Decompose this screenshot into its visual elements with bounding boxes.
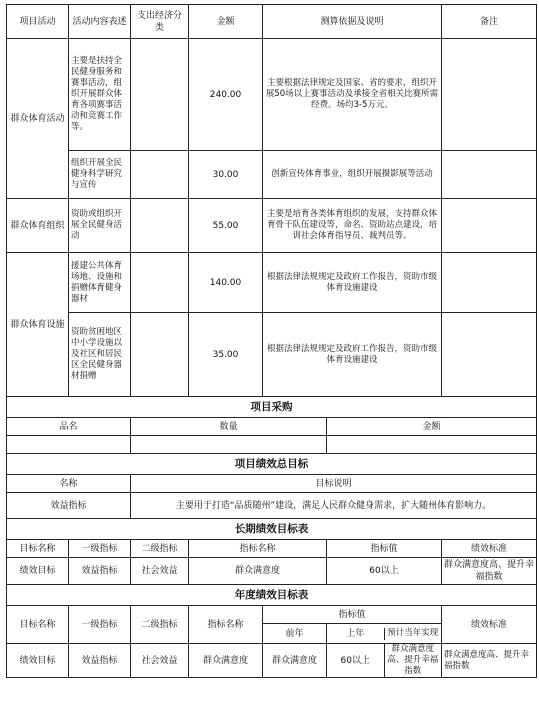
annual-standard-header: 绩效标准 [442,606,537,644]
remark-cell [442,199,537,253]
basis-cell: 创新宣传体育事业，组织开展摄影展等活动 [263,151,442,199]
remark-cell [442,151,537,199]
annual-expected-header: 预计当年实现 [387,628,439,638]
funding-row [7,199,537,253]
annual-last-expected-cell [327,644,442,678]
annual-level1: 效益指标 [69,644,131,678]
funding-row [7,39,537,151]
content-cell: 主要是扶持全民健身服务和赛事活动，组织开展群众体育各项赛事活动和竞赛工作等。 [69,39,131,151]
funding-header-row [7,5,537,39]
section-title-row [7,454,537,475]
long-term-indicator-name: 群众满意度 [189,558,327,585]
long-term-standard-header: 绩效标准 [442,540,537,558]
header-project-activity: 项目活动 [7,5,69,39]
overall-goal-name: 效益指标 [7,493,131,519]
remark-cell [442,39,537,151]
content-cell: 资助或组织开展全民健身活动 [69,199,131,253]
expense-class-cell [131,199,189,253]
content-cell: 资助贫困地区中小学设施以及社区和居民区全民健身器材捐赠 [69,313,131,397]
overall-goal-name-header: 名称 [7,475,131,493]
expense-class-cell [131,39,189,151]
remark-cell [442,253,537,313]
long-term-goal-name-header: 目标名称 [7,540,69,558]
procurement-empty-row [7,436,537,454]
long-term-row [7,558,537,585]
overall-goal-desc-header: 目标说明 [131,475,537,493]
annual-title: 年度绩效目标表 [7,585,537,606]
annual-row [7,644,537,678]
expense-class-cell [131,253,189,313]
expense-class-cell [131,313,189,397]
annual-prev-year-header: 前年 [263,624,327,644]
overall-goal-title: 项目绩效总目标 [7,454,537,475]
remark-cell [442,313,537,397]
funding-row [7,253,537,313]
header-basis: 测算依据及说明 [263,5,442,39]
long-term-goal-name: 绩效目标 [7,558,69,585]
long-term-level2-header: 二级指标 [131,540,189,558]
procurement-amount-header: 金额 [327,418,537,436]
header-activity-content: 活动内容表述 [69,5,131,39]
header-amount: 金额 [189,5,263,39]
long-term-indicator-value-header: 指标值 [327,540,442,558]
overall-goal-row [7,493,537,519]
long-term-title: 长期绩效目标表 [7,519,537,540]
procurement-quantity-header: 数量 [131,418,327,436]
long-term-level2: 社会效益 [131,558,189,585]
procurement-item-cell [7,436,131,454]
amount-cell: 35.00 [189,313,263,397]
annual-goal-name-header: 目标名称 [7,606,69,644]
annual-expected: 群众满意度高、提升幸福指数 [387,644,439,676]
overall-goal-desc: 主要用于打造“品质随州”建设，满足人民群众健身需求，扩大随州体育影响力。 [131,493,537,519]
annual-indicator-name: 群众满意度 [189,644,263,678]
budget-sheet [6,4,536,678]
overall-goal-header-row [7,475,537,493]
annual-level2-header: 二级指标 [131,606,189,644]
annual-header-row [7,606,537,624]
content-cell: 组织开展全民健身科学研究与宣传 [69,151,131,199]
activity-cell: 群众体育活动 [7,39,69,199]
procurement-header-row [7,418,537,436]
annual-goal-name: 绩效目标 [7,644,69,678]
basis-cell: 根据法律法规规定及政府工作报告，资助市级体育设施建设 [263,253,442,313]
budget-table [6,4,537,678]
basis-cell: 主要根据法律规定及国家、省的要求，组织开展50场以上赛事活动及承接全省相关比赛所需经费。场均3-5万元。 [263,39,442,151]
long-term-standard: 群众满意度高、提升幸福指数 [442,558,537,585]
long-term-level1-header: 一级指标 [69,540,131,558]
procurement-item-name-header: 品名 [7,418,131,436]
content-cell: 援建公共体育场地、设施和捐赠体育健身器材 [69,253,131,313]
annual-indicator-name-header: 指标名称 [189,606,263,644]
long-term-indicator-name-header: 指标名称 [189,540,327,558]
amount-cell: 140.00 [189,253,263,313]
activity-cell: 群众体育设施 [7,253,69,397]
annual-last-year: 60以上 [327,644,385,677]
procurement-amount-cell [327,436,537,454]
amount-cell: 30.00 [189,151,263,199]
long-term-indicator-value: 60以上 [327,558,442,585]
header-expense-class: 支出经济分类 [131,5,189,39]
annual-standard: 群众满意度高、提升幸福指数 [442,644,537,678]
section-title-row [7,397,537,418]
section-title-row [7,585,537,606]
annual-indicator-value-header: 指标值 [263,606,442,624]
annual-level1-header: 一级指标 [69,606,131,644]
section-title-row [7,519,537,540]
funding-row [7,313,537,397]
annual-level2: 社会效益 [131,644,189,678]
expense-class-cell [131,151,189,199]
activity-cell: 群众体育组织 [7,199,69,253]
long-term-level1: 效益指标 [69,558,131,585]
procurement-title: 项目采购 [7,397,537,418]
procurement-quantity-cell [131,436,327,454]
annual-last-expected-header-cell [327,624,442,644]
funding-row [7,151,537,199]
header-remark: 备注 [442,5,537,39]
long-term-header-row [7,540,537,558]
amount-cell: 55.00 [189,199,263,253]
annual-prev-year: 群众满意度 [263,644,327,678]
basis-cell: 主要是培育各类体育组织的发展，支持群众体育骨干队伍建设等，命名、资助站点建设，培训社会体育指导员、裁判员等。 [263,199,442,253]
amount-cell: 240.00 [189,39,263,151]
annual-last-year-header: 上年 [327,628,385,640]
basis-cell: 根据法律法规规定及政府工作报告，资助市级体育设施建设 [263,313,442,397]
